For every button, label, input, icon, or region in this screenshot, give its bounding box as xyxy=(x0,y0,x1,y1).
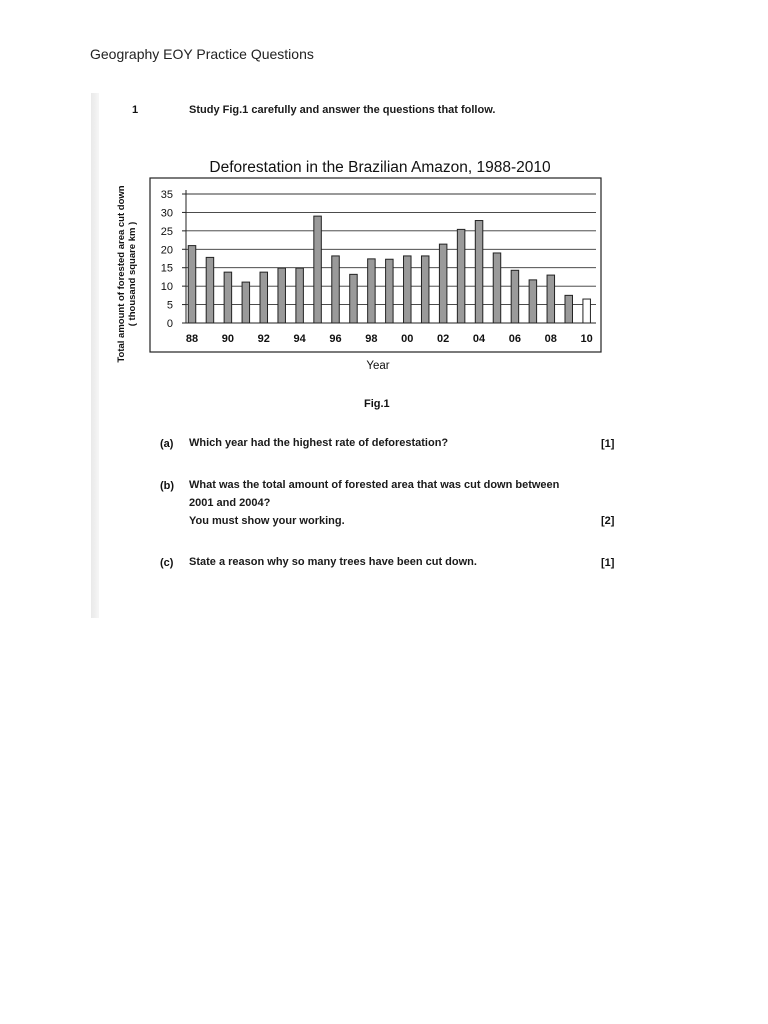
question-c-label: (c) xyxy=(160,557,174,569)
x-tick-label: 88 xyxy=(185,333,199,345)
x-tick-label: 90 xyxy=(221,333,235,345)
y-tick-label: 5 xyxy=(166,299,173,312)
bar-2009 xyxy=(565,295,573,323)
question-a-text xyxy=(189,434,448,452)
x-tick-label: 10 xyxy=(580,333,593,345)
x-axis-label: Year xyxy=(366,360,390,372)
y-tick-label: 25 xyxy=(160,225,173,238)
bar-1991 xyxy=(242,282,250,323)
question-c-text xyxy=(189,553,477,571)
question-b-marks: [2] xyxy=(601,515,615,527)
x-tick-label: 06 xyxy=(508,333,522,345)
bar-2001 xyxy=(421,256,429,323)
bar-1995 xyxy=(314,216,322,323)
y-axis-label-line-2: ( thousand square km ) xyxy=(127,221,138,327)
bar-1990 xyxy=(224,272,232,323)
question-c-line: State a reason why so many trees have been cut down. xyxy=(189,556,477,568)
question-b-text xyxy=(189,476,559,530)
question-a-label: (a) xyxy=(160,438,174,450)
bar-2002 xyxy=(439,244,447,323)
bar-1999 xyxy=(386,259,394,323)
bar-2000 xyxy=(404,256,412,323)
x-tick-label: 98 xyxy=(365,333,378,345)
question-b-line: 2001 and 2004? xyxy=(189,497,271,509)
y-tick-label: 20 xyxy=(160,244,173,257)
question-instruction: Study Fig.1 carefully and answer the questions that follow. xyxy=(189,104,496,116)
figure-caption: Fig.1 xyxy=(364,398,390,410)
bar-1989 xyxy=(206,257,214,323)
deforestation-bar-chart xyxy=(110,150,610,382)
page-header-title: Geography EOY Practice Questions xyxy=(90,46,314,62)
x-tick-label: 00 xyxy=(401,333,414,345)
x-tick-label: 08 xyxy=(544,333,557,345)
x-tick-label: 92 xyxy=(257,333,270,345)
bar-1997 xyxy=(350,274,358,323)
scan-edge-shading xyxy=(91,93,99,618)
question-b-line: You must show your working. xyxy=(189,515,345,527)
bar-1988 xyxy=(188,246,196,323)
question-a-line: Which year had the highest rate of deforestation? xyxy=(189,437,449,449)
bar-2008 xyxy=(547,275,555,323)
x-tick-label: 94 xyxy=(293,333,306,345)
bar-2004 xyxy=(475,221,483,323)
y-tick-label: 0 xyxy=(166,318,173,330)
bar-1996 xyxy=(332,256,340,323)
y-tick-label: 30 xyxy=(160,207,173,220)
question-a-marks: [1] xyxy=(601,438,615,450)
bar-2007 xyxy=(529,280,537,323)
y-tick-label: 10 xyxy=(160,281,173,294)
chart-title: Deforestation in the Brazilian Amazon, 1988-2010 xyxy=(209,159,551,176)
x-tick-label: 04 xyxy=(472,333,486,345)
y-tick-label: 15 xyxy=(160,262,173,275)
bar-2005 xyxy=(493,253,501,323)
bar-2010 xyxy=(583,299,591,323)
bar-2006 xyxy=(511,270,519,323)
bar-2003 xyxy=(457,229,465,323)
bar-1993 xyxy=(278,268,286,323)
question-c-marks: [1] xyxy=(601,557,615,569)
x-tick-label: 02 xyxy=(437,333,450,345)
question-b-line: What was the total amount of forested area that was cut down between xyxy=(189,479,560,491)
y-axis-label-line-1: Total amount of forested area cut down xyxy=(116,185,127,363)
bar-1992 xyxy=(260,272,268,323)
question-number: 1 xyxy=(132,104,139,116)
bar-1994 xyxy=(296,268,304,323)
bar-1998 xyxy=(368,259,376,323)
x-tick-label: 96 xyxy=(329,333,342,345)
question-b-label: (b) xyxy=(160,480,175,492)
y-tick-label: 35 xyxy=(160,189,173,201)
